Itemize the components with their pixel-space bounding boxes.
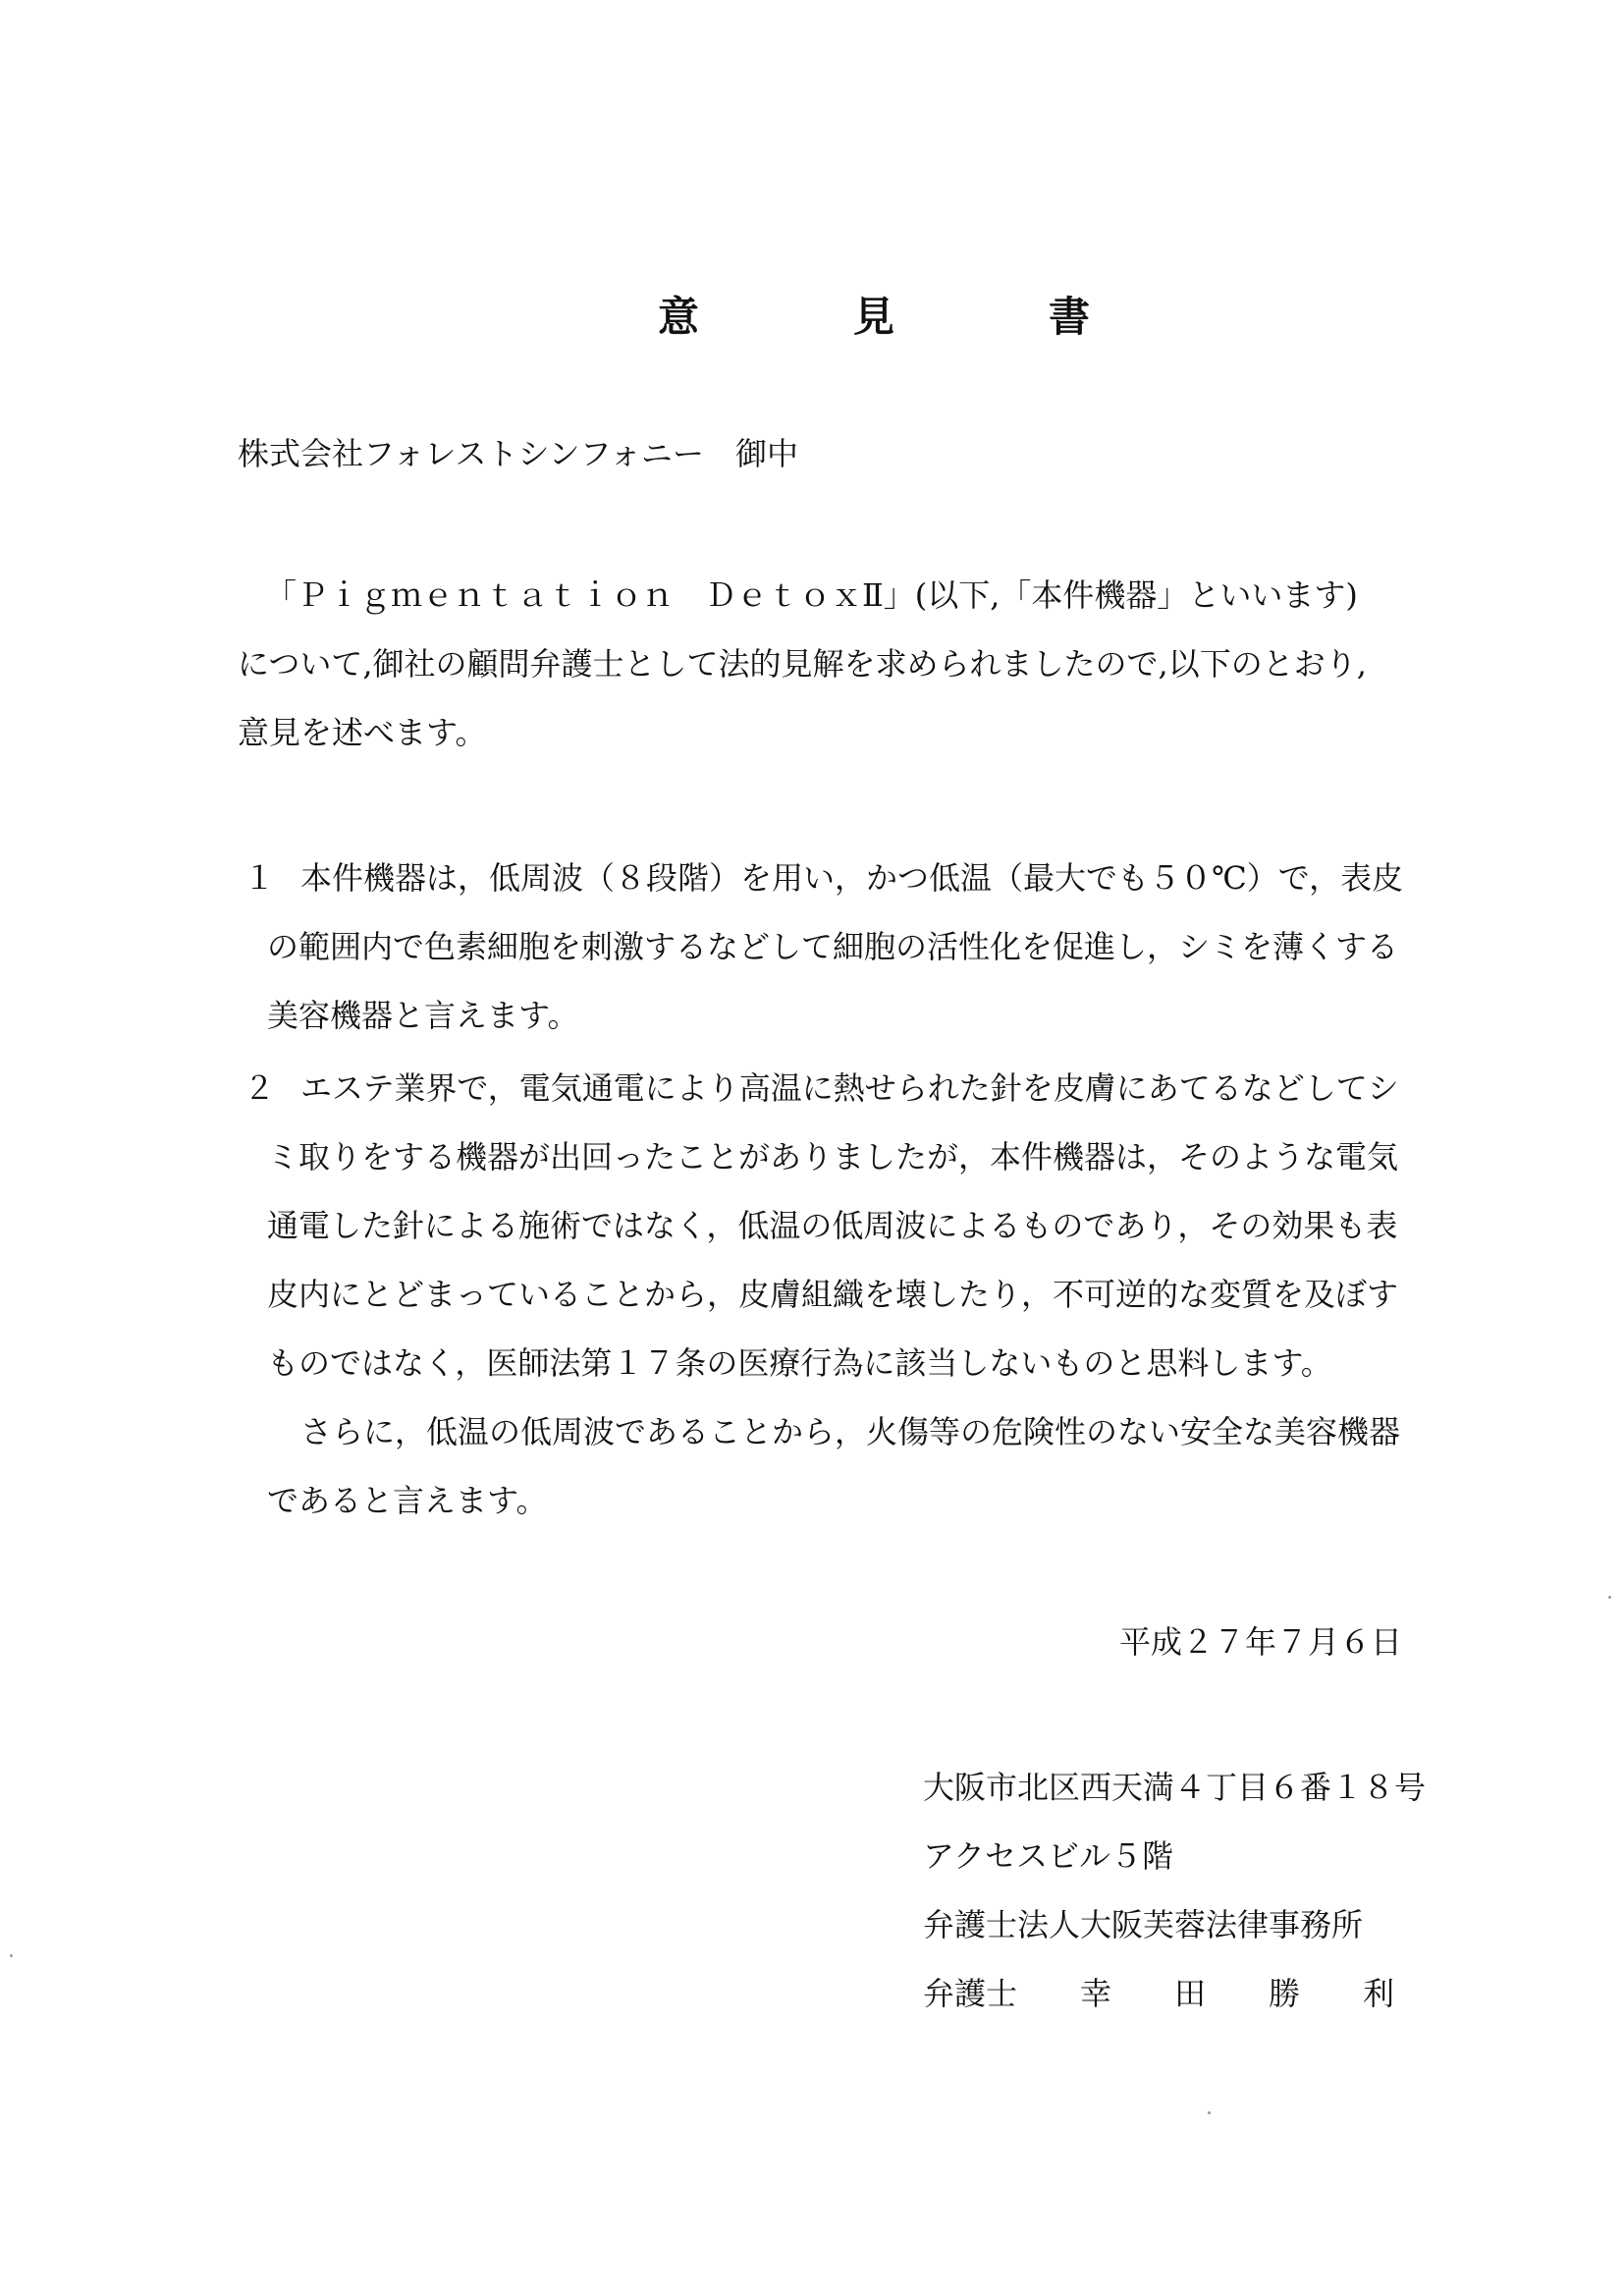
signer-title: 弁護士 [923,1975,1018,2012]
item-line: 美容機器と言えます。 [267,997,579,1034]
item-line: さらに，低温の低周波であることから，火傷等の危険性のない安全な美容機器 [300,1413,1401,1450]
intro-line: 意見を述べます。 [238,714,487,751]
item-line: の範囲内で色素細胞を刺激するなどして細胞の活性化を促進し，シミを薄くする [267,928,1399,965]
intro-line: 「Ｐｉｇｍｅｎｔａｔｉｏｎ ＤｅｔｏｘⅡ」(以下,「本件機器」といいます) [265,576,1358,614]
item-line: 本件機器は，低周波（８段階）を用い，かつ低温（最大でも５０℃）で，表皮 [300,859,1404,897]
scan-speck [10,1954,13,1957]
scan-speck [1208,2111,1211,2114]
intro-line: について,御社の顧問弁護士として法的見解を求められましたので,以下のとおり, [238,645,1367,683]
item-line: 通電した針による施術ではなく，低温の低周波によるものであり，その効果も表 [267,1207,1398,1244]
signer-name-char: 勝 [1268,1975,1300,2012]
item-line: 皮内にとどまっていることから，皮膚組織を壊したり，不可逆的な変質を及ぼす [267,1276,1399,1313]
item-line: ミ取りをする機器が出回ったことがありましたが，本件機器は，そのような電気 [267,1138,1399,1175]
scan-speck [1608,1596,1611,1599]
addressee: 株式会社フォレストシンフォニー 御中 [238,435,799,472]
item-line: エステ業界で，電気通電により高温に熱せられた針を皮膚にあてるなどしてシ [300,1069,1399,1107]
law-firm-name: 弁護士法人大阪芙蓉法律事務所 [923,1906,1364,1943]
item-number: １ [243,859,276,897]
signer-line [923,1974,1394,2013]
title-char: 意 [658,293,700,341]
title-char: 書 [1048,293,1090,341]
title-char: 見 [852,293,894,341]
sender-address-line: アクセスビル５階 [923,1837,1174,1875]
item-number: ２ [243,1069,276,1107]
signer-name-char: 利 [1362,1975,1394,2012]
signer-name-char: 田 [1173,1975,1206,2012]
document-date: 平成２７年７月６日 [1119,1623,1403,1661]
document-title [658,285,1090,344]
item-line: であると言えます。 [267,1482,548,1519]
item-line: ものではなく，医師法第１７条の医療行為に該当しないものと思料します。 [267,1344,1332,1382]
signer-name-char: 幸 [1079,1975,1111,2012]
sender-address-line: 大阪市北区西天満４丁目６番１８号 [923,1769,1427,1806]
